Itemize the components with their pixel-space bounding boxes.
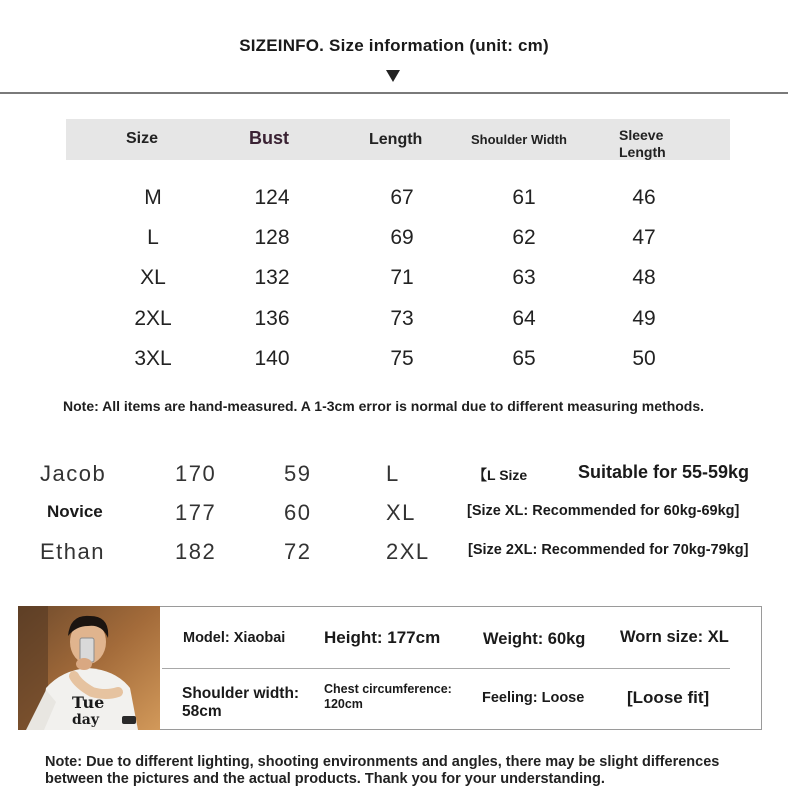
table-row [0, 226, 788, 256]
sleeve-cell: 48 [632, 266, 656, 289]
shoulder-cell: 65 [512, 347, 536, 370]
shoulder-cell: 61 [512, 186, 536, 209]
lighting-note: Note: Due to different lighting, shooting environments and angles, there may be slight differences between the pictures and the actual products. Thank you for your understanding. [45, 754, 720, 787]
bust-cell: 128 [254, 226, 290, 249]
card-divider [162, 668, 730, 669]
table-row [0, 266, 788, 296]
size-l-label: 【L Size [473, 467, 528, 483]
model-height: 182 [175, 539, 217, 564]
sleeve-cell: 49 [632, 307, 656, 330]
worn-size-label: Worn size: XL [620, 628, 729, 646]
model-name: Jacob [40, 461, 107, 486]
shoulder-cell: 63 [512, 266, 536, 289]
size-cell: 3XL [134, 347, 172, 370]
column-header-size: Size [126, 130, 159, 147]
shoulder-cell: 62 [512, 226, 536, 249]
model-size: 2XL [386, 539, 430, 564]
size-l-recommendation: Suitable for 55-59kg [578, 462, 750, 482]
chest-circumference-value: 120cm [324, 697, 363, 711]
size-cell: 2XL [134, 307, 172, 330]
shoulder-cell: 64 [512, 307, 536, 330]
feeling-label: Feeling: Loose [482, 690, 585, 706]
down-arrow-icon [386, 70, 400, 82]
bust-cell: 136 [254, 307, 290, 330]
size-cell: M [144, 186, 162, 209]
table-row [0, 347, 788, 377]
bust-cell: 132 [254, 266, 290, 289]
model-row [0, 461, 788, 491]
column-header-length: Length [369, 131, 423, 148]
model-row [0, 500, 788, 530]
bust-cell: 140 [254, 347, 290, 370]
model-height-label: Height: 177cm [324, 628, 441, 647]
model-name: Novice [47, 502, 103, 521]
table-row [0, 307, 788, 337]
model-row [0, 539, 788, 569]
sleeve-cell: 47 [632, 226, 656, 249]
model-weight: 59 [284, 461, 312, 486]
length-cell: 71 [390, 266, 414, 289]
model-height: 177 [175, 500, 217, 525]
model-height: 170 [175, 461, 217, 486]
table-row [0, 186, 788, 216]
model-name: Ethan [40, 539, 105, 564]
model-weight-label: Weight: 60kg [483, 630, 586, 648]
page-title: SIZEINFO. Size information (unit: cm) [239, 36, 549, 55]
shoulder-width-label: Shoulder width: [182, 685, 300, 702]
shoulder-width-value: 58cm [182, 703, 222, 720]
measurement-note: Note: All items are hand-measured. A 1-3cm error is normal due to different measuring methods. [63, 398, 705, 414]
model-size: L [386, 461, 400, 486]
divider [0, 92, 788, 94]
svg-text:day: day [72, 712, 99, 728]
model-name-label: Model: Xiaobai [183, 630, 286, 646]
model-weight: 72 [284, 539, 312, 564]
column-header-sleeve-length: Sleeve Length [619, 127, 666, 160]
sleeve-cell: 46 [632, 186, 656, 209]
size-xl-recommendation: [Size XL: Recommended for 60kg-69kg] [467, 503, 740, 519]
column-header-shoulder-width: Shoulder Width [471, 132, 567, 147]
model-photo [18, 606, 160, 730]
sleeve-cell: 50 [632, 347, 656, 370]
chest-circumference-label: Chest circumference: [324, 682, 452, 696]
size-cell: L [147, 226, 159, 249]
svg-text:Tue: Tue [72, 693, 105, 712]
length-cell: 67 [390, 186, 414, 209]
column-header-bust: Bust [249, 128, 289, 148]
fit-label: [Loose fit] [627, 688, 710, 707]
length-cell: 69 [390, 226, 414, 249]
size-cell: XL [140, 266, 166, 289]
model-size: XL [386, 500, 416, 525]
length-cell: 73 [390, 307, 414, 330]
bust-cell: 124 [254, 186, 290, 209]
size-2xl-recommendation: [Size 2XL: Recommended for 70kg-79kg] [468, 542, 749, 558]
length-cell: 75 [390, 347, 414, 370]
model-weight: 60 [284, 500, 312, 525]
